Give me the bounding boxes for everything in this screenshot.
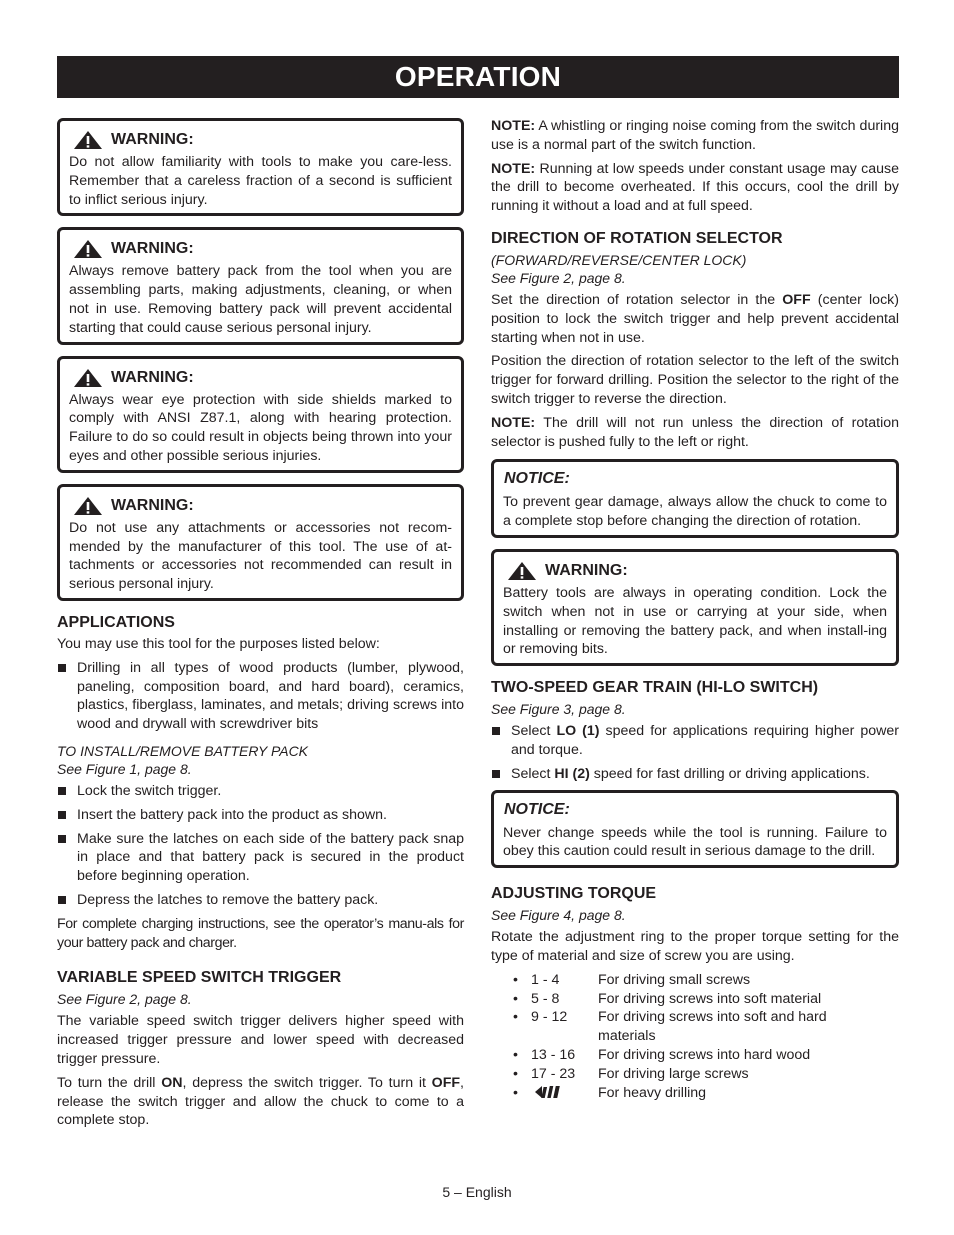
list-item: Depress the latches to remove the battery pack. xyxy=(57,891,464,910)
table-row: • 13 - 16 For driving screws into hard wood xyxy=(513,1046,868,1065)
torque-heading: ADJUSTING TORQUE xyxy=(491,885,657,903)
torque-description: For driving screws into soft material xyxy=(598,990,822,1007)
warning-box-4 xyxy=(57,484,464,601)
warning-text: Do not use any attachments or accessories not recom-mended by the manufacturer of this tool. The use of at-tachments or accessories not recommended can result in serious personal injury. xyxy=(69,519,452,593)
torque-range: 17 - 23 xyxy=(531,1065,576,1082)
battery-figure-ref: See Figure 1, page 8. xyxy=(57,760,192,777)
torque-description: For driving large screws xyxy=(598,1065,749,1082)
table-row: • 17 - 23 For driving large screws xyxy=(513,1065,868,1084)
torque-intro: Rotate the adjustment ring to the proper torque setting for the type of material and size of screw you are using. xyxy=(491,929,899,964)
torque-range: 1 - 4 xyxy=(531,971,560,988)
gear-train-figure-ref: See Figure 3, page 8. xyxy=(491,701,626,718)
gear-train-heading: TWO-SPEED GEAR TRAIN (HI-LO SWITCH) xyxy=(491,679,819,697)
variable-speed-figure-ref: See Figure 2, page 8. xyxy=(57,991,192,1008)
table-row: • 9 - 12 For driving screws into soft and hard materials xyxy=(513,1008,868,1046)
battery-subheading: TO INSTALL/REMOVE BATTERY PACK xyxy=(57,742,309,759)
drill-mode-icon xyxy=(535,1085,563,1099)
torque-settings-table xyxy=(513,971,868,1103)
torque-range: 13 - 16 xyxy=(531,1046,576,1063)
applications-list xyxy=(57,659,464,734)
page-title: OPERATION xyxy=(394,61,562,92)
warning-box-1 xyxy=(57,118,464,216)
list-item: Drilling in all types of wood products (lumber, plywood, paneling, composition board, and hard board), ceramics, plastics, fiberglass, laminates, and metals; driving screws into wood and drywall with screwdriver bits xyxy=(57,659,464,734)
direction-subheading: (FORWARD/REVERSE/CENTER LOCK) xyxy=(491,251,747,268)
notice-title: NOTICE: xyxy=(504,800,570,818)
warning-triangle-icon xyxy=(73,130,103,150)
page-header xyxy=(57,56,899,98)
note-overheating: NOTE: Running at low speeds under constant usage may cause the drill to become overheated. If this occurs, cool the drill by running it without a load and at full speed. xyxy=(491,160,899,215)
applications-heading: APPLICATIONS xyxy=(57,613,175,631)
warning-triangle-icon xyxy=(73,239,103,259)
gear-train-list xyxy=(491,722,899,783)
variable-speed-paragraph: The variable speed switch trigger delivers higher speed with increased trigger pressure and lower speed with decreased trigger pressure. xyxy=(57,1013,464,1067)
warning-box-3 xyxy=(57,356,464,473)
torque-description: For driving screws into hard wood xyxy=(598,1046,811,1063)
applications-intro: You may use this tool for the purposes listed below: xyxy=(57,635,380,652)
direction-heading: DIRECTION OF ROTATION SELECTOR xyxy=(491,229,783,247)
warning-triangle-icon xyxy=(73,368,103,388)
table-row: • For heavy drilling xyxy=(513,1084,868,1103)
warning-text: Battery tools are always in operating condition. Lock the switch when not in use or carrying at your side, when installing or removing the battery pack, and when install-ing or removing bits. xyxy=(503,584,887,658)
torque-range: 9 - 12 xyxy=(531,1009,568,1026)
list-item: Lock the switch trigger. xyxy=(57,782,464,801)
warning-box-2 xyxy=(57,227,464,344)
list-item: Select HI (2) speed for fast drilling or driving applications. xyxy=(491,765,899,784)
warning-title: WARNING: xyxy=(111,131,194,148)
notice-text: Never change speeds while the tool is running. Failure to obey this caution could result in serious damage to the drill. xyxy=(503,824,887,860)
torque-description: For driving screws into soft and hard materials xyxy=(598,1009,827,1045)
list-item: Select LO (1) speed for applications requiring higher power and torque. xyxy=(491,722,899,760)
warning-title: WARNING: xyxy=(111,368,194,386)
page-number: 5 – English xyxy=(442,1184,512,1200)
charging-footnote: For complete charging instructions, see the operator’s manu-als for your battery pack and charger. xyxy=(57,915,464,951)
warning-title: WARNING: xyxy=(111,240,194,258)
list-item: Insert the battery pack into the product as shown. xyxy=(57,806,464,825)
warning-text: Always wear eye protection with side shields marked to comply with ANSI Z87.1, along with hearing protection. Failure to do so could result in objects being thrown into your eyes and other possible serious injuries. xyxy=(69,391,452,464)
direction-paragraph-2: Position the direction of rotation selector to the left of the switch trigger for forward drilling. Position the selector to the right of the switch trigger to reverse the direction. xyxy=(491,353,899,407)
warning-title: WARNING: xyxy=(111,496,194,514)
table-row: • 5 - 8 For driving screws into soft material xyxy=(513,990,868,1009)
warning-title: WARNING: xyxy=(545,561,628,579)
on-off-paragraph: To turn the drill ON, depress the switch trigger. To turn it OFF, release the switch trigger and allow the chuck to come to a complete stop. xyxy=(57,1074,464,1129)
notice-text: To prevent gear damage, always allow the chuck to come to a complete stop before changing the direction of rotation. xyxy=(503,494,887,530)
notice-title: NOTICE: xyxy=(504,470,570,488)
torque-figure-ref: See Figure 4, page 8. xyxy=(491,907,626,924)
torque-range: 5 - 8 xyxy=(531,990,560,1007)
torque-description: For heavy drilling xyxy=(598,1084,707,1101)
left-column xyxy=(57,118,464,1135)
note-switch-noise: NOTE: A whistling or ringing noise coming from the switch during use is a normal part of the switch function. xyxy=(491,118,899,153)
warning-box-5 xyxy=(491,549,899,666)
warning-text: Always remove battery pack from the tool when you are assembling parts, making adjustments, cleaning, or when not in use. Removing battery pack will prevent accidental starting that could cause serious personal injury. xyxy=(69,263,452,336)
torque-description: For driving small screws xyxy=(598,971,751,988)
notice-box-2 xyxy=(491,790,899,869)
battery-steps-list xyxy=(57,782,464,910)
warning-triangle-icon xyxy=(73,496,103,516)
list-item: Make sure the latches on each side of the battery pack snap in place and that battery pack is secured in the product before beginning operation. xyxy=(57,830,464,886)
direction-figure-ref: See Figure 2, page 8. xyxy=(491,269,626,286)
warning-triangle-icon xyxy=(507,561,537,581)
right-column xyxy=(491,117,899,1102)
direction-note: NOTE: The drill will not run unless the direction of rotation selector is pushed fully to the left or right. xyxy=(491,414,899,450)
warning-text: Do not allow familiarity with tools to make you care-less. Remember that a careless fraction of a second is sufficient to inflict serious injury. xyxy=(69,154,452,208)
variable-speed-heading: VARIABLE SPEED SWITCH TRIGGER xyxy=(57,969,342,987)
table-row: • 1 - 4 For driving small screws xyxy=(513,971,868,990)
notice-box-1 xyxy=(491,459,899,538)
direction-paragraph-1: Set the direction of rotation selector in the OFF (center lock) position to lock the switch trigger and help prevent accidental starting when not in use. xyxy=(491,291,899,346)
